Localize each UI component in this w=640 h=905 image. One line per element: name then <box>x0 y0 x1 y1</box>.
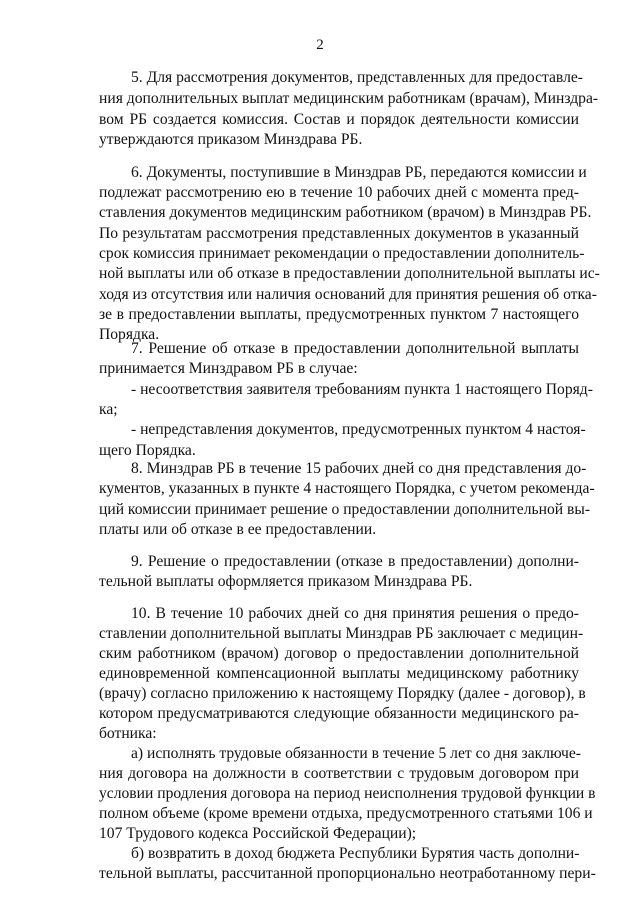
text-line: тельной выплаты оформляется приказом Минздрава РБ. <box>99 573 473 590</box>
text-line: ским работником (врачом) договор о предоставлении дополнительной <box>99 645 579 662</box>
text-line: котором предусматриваются следующие обязанности медицинского ра- <box>99 705 579 722</box>
text-line: а) исполнять трудовые обязанности в течение 5 лет со дня заключе- <box>131 745 582 762</box>
text-line: 107 Трудового кодекса Российской Федерации); <box>99 825 417 842</box>
text-line: ния дополнительных выплат медицинским работникам (врачам), Минздра- <box>99 90 599 107</box>
text-line: зе в предоставлении выплаты, предусмотренных пунктом 7 настоящего <box>99 306 579 323</box>
text-line: 10. В течение 10 рабочих дней со дня принятия решения о предо- <box>131 605 579 622</box>
text-line: ставлении дополнительной выплаты Минздрав РБ заключает с медицин- <box>99 625 584 642</box>
text-line: щего Порядка. <box>99 442 196 459</box>
text-line: ходя из отсутствия или наличия оснований для принятия решения об отка- <box>99 286 597 303</box>
text-line: 8. Минздрав РБ в течение 15 рабочих дней со дня представления до- <box>131 460 587 477</box>
text-line: принимается Минздравом РБ в случае: <box>99 360 358 377</box>
text-line: ка; <box>99 401 118 418</box>
text-line: (врачу) согласно приложению к настоящему Порядку (далее - договор), в <box>99 685 586 702</box>
text-line: вом РБ создается комиссия. Состав и порядок деятельности комиссии <box>99 111 579 128</box>
text-line: платы или об отказе в ее предоставлении. <box>99 521 377 538</box>
text-line: условии продления договора на период неисполнения трудовой функции в <box>99 785 596 802</box>
text-line: подлежат рассмотрению ею в течение 10 рабочих дней с момента пред- <box>99 184 579 201</box>
text-line: полном объеме (кроме времени отдыха, предусмотренного статьями 106 и <box>99 805 593 822</box>
page-number: 2 <box>316 37 324 53</box>
text-line: кументов, указанных в пункте 4 настоящего Порядка, с учетом рекоменда- <box>99 480 595 497</box>
text-line: - непредставления документов, предусмотренных пунктом 4 настоя- <box>131 421 586 438</box>
text-line: б) возвратить в доход бюджета Республики Бурятия часть дополни- <box>131 845 580 862</box>
text-line: тельной выплаты, рассчитанной пропорционально неотработанному пери- <box>99 865 596 882</box>
text-line: ботника: <box>99 725 157 742</box>
text-line: 6. Документы, поступившие в Минздрав РБ, передаются комиссии и <box>131 164 587 181</box>
text-line: единовременной компенсационной выплаты медицинскому работнику <box>99 665 579 682</box>
text-line: срок комиссия принимает рекомендации о предоставлении дополнитель- <box>99 245 585 262</box>
text-line: ставления документов медицинским работником (врачом) в Минздрав РБ. <box>99 204 592 221</box>
text-line: утверждаются приказом Минздрава РБ. <box>99 131 363 148</box>
text-line: ций комиссии принимает решение о предоставлении дополнительной вы- <box>99 501 591 518</box>
text-line: ной выплаты или об отказе в предоставлении дополнительной выплаты ис- <box>99 265 600 282</box>
text-line: - несоответствия заявителя требованиям пункта 1 настоящего Поряд- <box>131 381 593 398</box>
text-line: 7. Решение об отказе в предоставлении дополнительной выплаты <box>131 340 579 357</box>
text-line: Порядка. <box>99 326 160 343</box>
text-line: По результатам рассмотрения представленных документов в указанный <box>99 225 579 242</box>
text-line: 5. Для рассмотрения документов, представленных для предоставле- <box>131 69 583 86</box>
text-line: ния договора на должности в соответствии с трудовым договором при <box>99 765 579 782</box>
text-line: 9. Решение о предоставлении (отказе в предоставлении) дополни- <box>131 553 579 570</box>
